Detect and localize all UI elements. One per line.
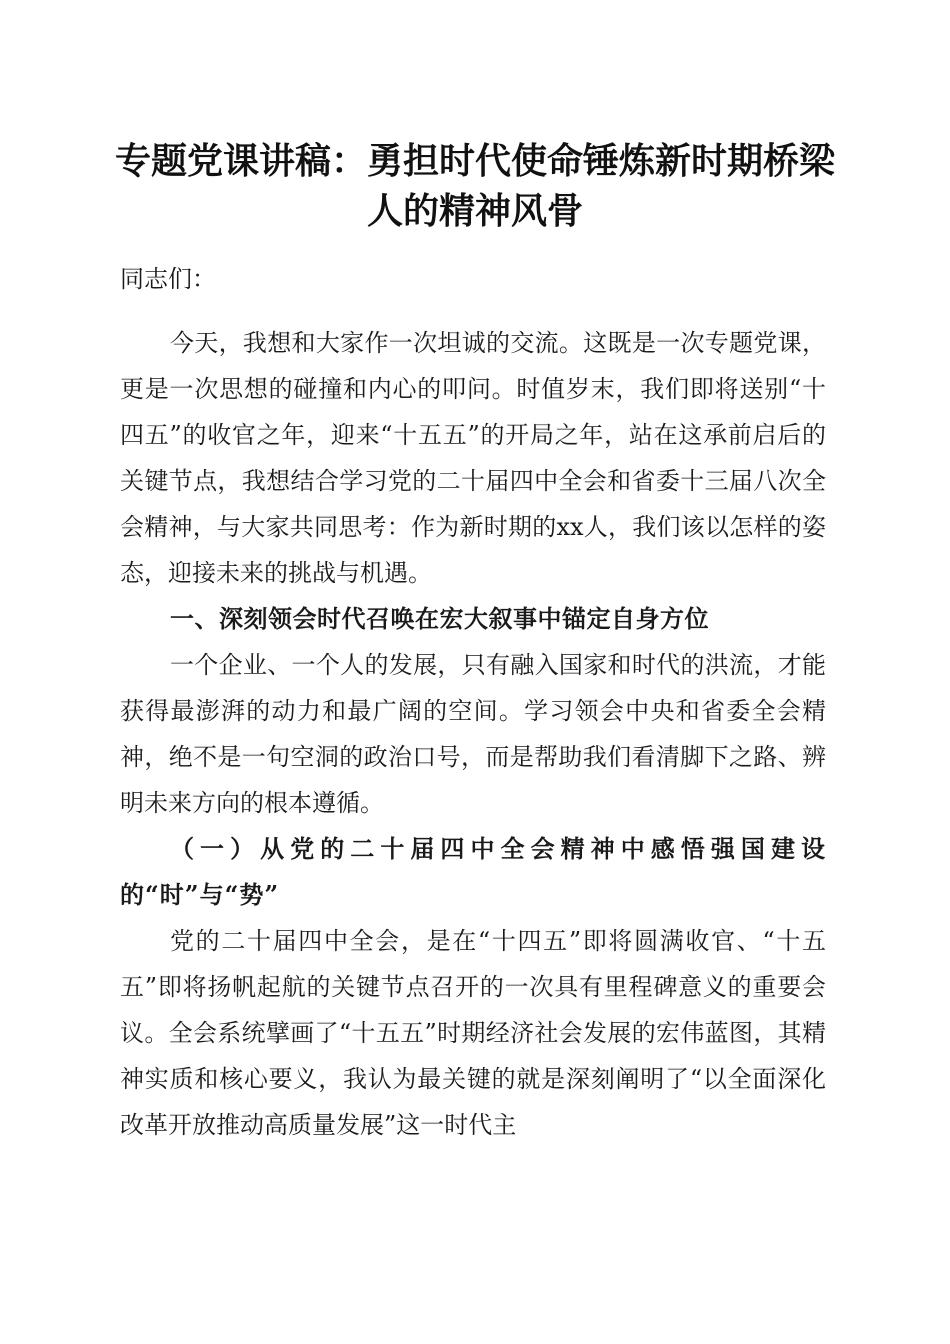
paragraph-intro: 今天，我想和大家作一次坦诚的交流。这既是一次专题党课，更是一次思想的碰撞和内心的叩问。时值岁末，我们即将送别“十四五”的收官之年，迎来“十五五”的开局之年，站在这承前启后的关键节点，我想结合学习党的二十届四中全会和省委十三届八次全会精神，与大家共同思考：作为新时期的xx人，我们该以怎样的姿态，迎接未来的挑战与机遇。 (120, 329, 826, 587)
subsection-heading-1: （一）从党的二十届四中全会精神中感悟强国建设的“时”与“势” (120, 834, 826, 909)
paragraph-subsection-1: 党的二十届四中全会，是在“十四五”即将圆满收官、“十五五”即将扬帆起航的关键节点召开的一次具有里程碑意义的重要会议。全会系统擘画了“十五五”时期经济社会发展的宏伟蓝图，其精神实质和核心要义，我认为最关键的就是深刻阐明了“以全面深化改革开放推动高质量发展”这一时代主 (120, 927, 826, 1139)
paragraph-section-1: 一个企业、一个人的发展，只有融入国家和时代的洪流，才能获得最澎湃的动力和最广阔的空间。学习领会中央和省委全会精神，绝不是一句空洞的政治口号，而是帮助我们看清脚下之路、辨明未来方向的根本遵循。 (120, 651, 826, 817)
document-title: 专题党课讲稿：勇担时代使命锤炼新时期桥梁人的精神风骨 (114, 140, 835, 232)
salutation: 同志们： (120, 265, 216, 293)
section-heading-1: 一、深刻领会时代召唤在宏大叙事中锚定自身方位 (170, 605, 709, 633)
